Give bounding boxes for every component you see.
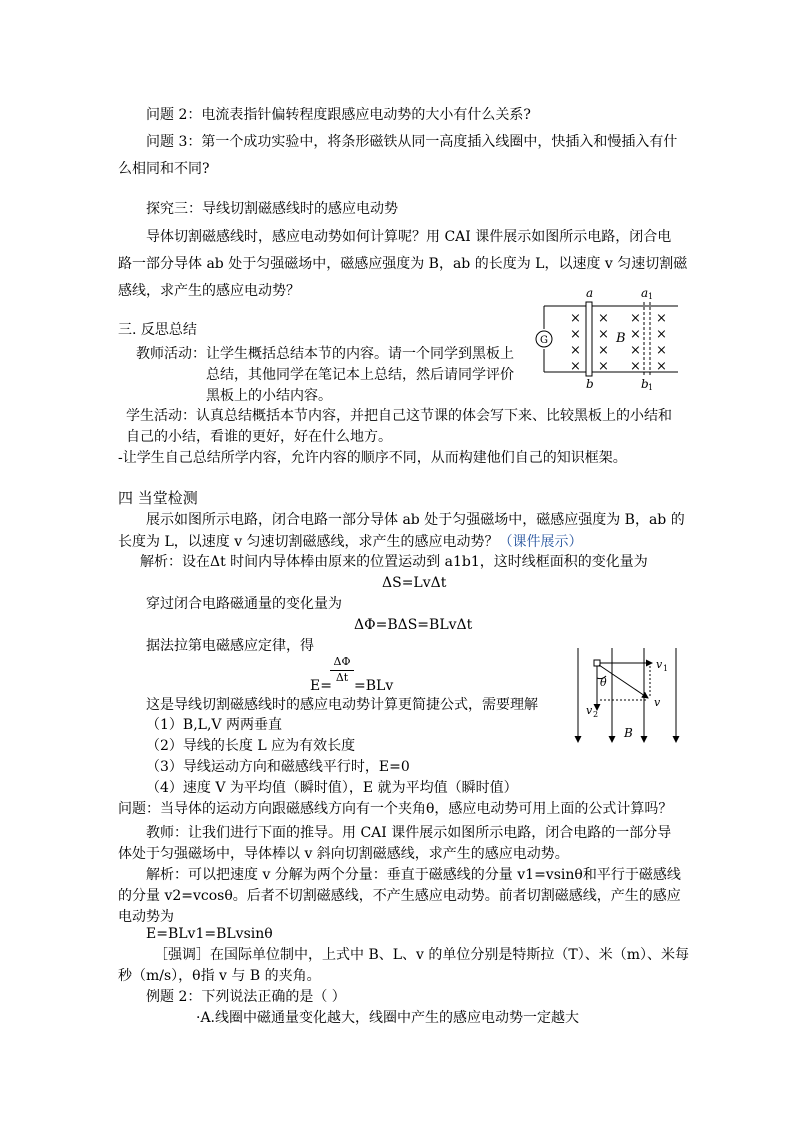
svg-text:×: × bbox=[656, 343, 667, 358]
svg-text:×: × bbox=[570, 343, 581, 358]
question-angle: 问题：当导体的运动方向跟磁感线方向有一个夹角θ，感应电动势可用上面的公式计算吗？ bbox=[118, 801, 673, 817]
svg-text:1: 1 bbox=[648, 292, 654, 301]
galvanometer-label: G bbox=[540, 335, 548, 346]
point-4: （4）速度 V 为平均值（瞬时值），E 就为平均值（瞬时值） bbox=[146, 780, 518, 796]
courseware-note: （课件展示） bbox=[498, 534, 583, 550]
question-3-line-1: 问题 3：第一个成功实验中，将条形磁铁从同一高度插入线圈中，快插入和慢插入有什 bbox=[146, 134, 678, 150]
point-3: （3）导线运动方向和磁感线平行时，E=0 bbox=[146, 759, 410, 775]
label-B-field: B bbox=[624, 726, 633, 740]
label-v2: v bbox=[586, 704, 593, 717]
point-1: （1）B,L,V 两两垂直 bbox=[146, 717, 282, 733]
svg-text:×: × bbox=[598, 327, 609, 342]
equation-delta-s: ΔS=LvΔt bbox=[382, 575, 447, 591]
fraction-denominator: Δt bbox=[335, 671, 349, 684]
label-theta: θ bbox=[600, 676, 607, 689]
fraction-numerator: ΔΦ bbox=[333, 655, 351, 668]
explore-3-paragraph-line-1: 导体切割磁感线时，感应电动势如何计算呢？用 CAI 课件展示如图所示电路，闭合电 bbox=[146, 229, 672, 245]
analysis-2-line-1: 解析：可以把速度 v 分解为两个分量：垂直于磁感线的分量 v1=vsinθ和平行于磁感线 bbox=[146, 867, 681, 883]
svg-text:1: 1 bbox=[648, 383, 654, 392]
field-B-label: B bbox=[616, 331, 626, 346]
section-3-title: 三. 反思总结 bbox=[118, 322, 197, 338]
svg-text:1: 1 bbox=[663, 664, 669, 673]
formula-intro: 这是导线切割磁感线时的感应电动势计算更简捷公式，需要理解 bbox=[146, 697, 538, 713]
svg-text:×: × bbox=[598, 343, 609, 358]
section-4-title: 四 当堂检测 bbox=[118, 489, 198, 507]
emphasis-line-2: 秒（m/s），θ指 v 与 B 的夹角。 bbox=[118, 968, 321, 984]
summary-line: -让学生自己总结所学内容，允许内容的顺序不同，从而构建他们自己的知识框架。 bbox=[118, 450, 627, 466]
teacher-activity-line-1: 让学生概括总结本节的内容。请一个同学到黑板上 bbox=[206, 346, 514, 362]
faraday-law-text: 据法拉第电磁感应定律，得 bbox=[146, 638, 314, 654]
student-activity-line-2: 自己的小结，看谁的更好，好在什么地方。 bbox=[126, 429, 392, 445]
figure-circuit-magnetic-field bbox=[530, 284, 688, 396]
teacher-activity-label: 教师活动： bbox=[136, 346, 206, 362]
explore-3-paragraph-line-3: 感线，求产生的感应电动势？ bbox=[118, 283, 300, 299]
label-b1: b bbox=[641, 377, 649, 391]
example-2: 例题 2：下列说法正确的是（ ） bbox=[146, 989, 346, 1005]
svg-text:2: 2 bbox=[593, 710, 599, 719]
svg-text:×: × bbox=[630, 327, 641, 342]
svg-text:×: × bbox=[630, 359, 641, 374]
svg-text:×: × bbox=[570, 359, 581, 374]
point-2: （2）导线的长度 L 应为有效长度 bbox=[146, 738, 356, 754]
equation-e-suffix: =BLv bbox=[354, 678, 394, 694]
svg-text:×: × bbox=[598, 311, 609, 326]
option-a: ·A.线圈中磁通量变化越大，线圈中产生的感应电动势一定越大 bbox=[196, 1010, 580, 1026]
analysis-line-1: 解析：设在Δt 时间内导体棒由原来的位置运动到 a1b1，这时线框面积的变化量为 bbox=[140, 554, 648, 570]
figure-velocity-decomposition bbox=[566, 646, 690, 750]
svg-text:×: × bbox=[656, 311, 667, 326]
svg-text:×: × bbox=[598, 359, 609, 374]
analysis-2-line-3: 电动势为 bbox=[118, 909, 174, 925]
explore-3-paragraph-line-2: 路一部分导体 ab 处于匀强磁场中，磁感应强度为 B，ab 的长度为 L，以速度 v 匀速切割磁 bbox=[118, 256, 688, 272]
equation-e-blv1: E=BLv1=BLvsinθ bbox=[146, 926, 273, 942]
svg-text:×: × bbox=[630, 343, 641, 358]
explore-3-title: 探究三：导线切割磁感线时的感应电动势 bbox=[146, 201, 398, 217]
svg-text:×: × bbox=[570, 311, 581, 326]
flux-change-text: 穿过闭合电路磁通量的变化量为 bbox=[146, 596, 342, 612]
question-2: 问题 2：电流表指针偏转程度跟感应电动势的大小有什么关系? bbox=[146, 107, 531, 123]
svg-text:×: × bbox=[630, 311, 641, 326]
demo-line-2: 长度为 L，以速度 v 匀速切割磁感线，求产生的感应电动势？（课件展示） bbox=[118, 534, 583, 550]
label-v1: v bbox=[656, 658, 663, 671]
equation-delta-phi: ΔΦ=BΔS=BLvΔt bbox=[354, 617, 473, 633]
label-v: v bbox=[654, 696, 661, 709]
label-b: b bbox=[586, 377, 594, 391]
question-3-line-2: 么相同和不同? bbox=[118, 161, 210, 177]
svg-text:×: × bbox=[656, 327, 667, 342]
equation-e-prefix: E= bbox=[310, 678, 332, 694]
teacher-activity-line-2: 总结，其他同学在笔记本上总结，然后请同学评价 bbox=[206, 367, 514, 383]
svg-text:×: × bbox=[656, 359, 667, 374]
label-a: a bbox=[586, 286, 594, 300]
demo-line-1: 展示如图所示电路，闭合电路一部分导体 ab 处于匀强磁场中，磁感应强度为 B，ab 的 bbox=[146, 512, 685, 528]
student-activity-line-1: 学生活动：认真总结概括本节内容，并把自己这节课的体会写下来、比较黑板上的小结和 bbox=[126, 408, 672, 424]
teacher-activity-line-3: 黑板上的小结内容。 bbox=[206, 388, 332, 404]
teacher-derivation-line-1: 教师：让我们进行下面的推导。用 CAI 课件展示如图所示电路，闭合电路的一部分导 bbox=[146, 825, 672, 841]
teacher-derivation-line-2: 体处于匀强磁场中，导体棒以 v 斜向切割磁感线，求产生的感应电动势。 bbox=[118, 846, 569, 862]
analysis-2-line-2: 的分量 v2=vcosθ。后者不切割磁感线，不产生感应电动势。前者切割磁感线，产生的感应 bbox=[118, 888, 681, 904]
emphasis-line-1: ［强调］在国际单位制中，上式中 B、L、v 的单位分别是特斯拉（T）、米（m）、米每 bbox=[154, 947, 690, 963]
svg-text:×: × bbox=[570, 327, 581, 342]
label-a1: a bbox=[641, 286, 649, 300]
